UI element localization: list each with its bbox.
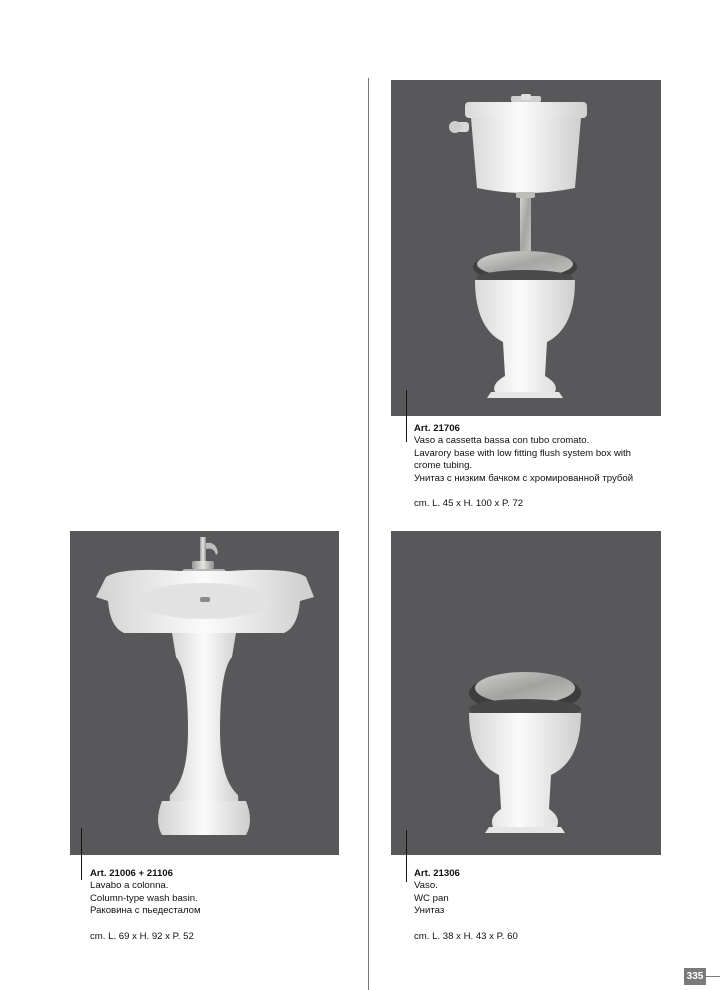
dimensions: cm. L. 69 x H. 92 x P. 52 bbox=[90, 930, 194, 942]
description-en: Column-type wash basin. bbox=[90, 892, 198, 904]
description-ru: Унитаз bbox=[414, 905, 445, 917]
caption-21006-21106 bbox=[90, 868, 201, 943]
dimensions: cm. L. 45 x H. 100 x P. 72 bbox=[414, 498, 524, 510]
caption-21706 bbox=[414, 423, 633, 510]
caption-marker bbox=[81, 828, 82, 880]
dimensions: cm. L. 38 x H. 43 x P. 60 bbox=[414, 930, 518, 942]
description-ru: Раковина с пьедесталом bbox=[90, 905, 201, 917]
article-number: Art. 21706 bbox=[414, 423, 460, 434]
caption-21306 bbox=[414, 868, 518, 943]
page-number-rule bbox=[706, 976, 720, 977]
product-photo-low-cistern-wc bbox=[391, 80, 661, 416]
wc-with-cistern-illustration bbox=[391, 80, 661, 416]
description-en-cont: crome tubing. bbox=[414, 460, 473, 472]
description-en: Lavarory base with low fitting flush system box with bbox=[414, 447, 632, 459]
description-it: Lavabo a colonna. bbox=[90, 880, 169, 892]
description-it: Vaso a cassetta bassa con tubo cromato. bbox=[414, 435, 590, 447]
description-ru: Унитаз с низким бачком с хромированной трубой bbox=[414, 472, 634, 484]
pedestal-basin-illustration bbox=[70, 531, 339, 855]
wc-pan-illustration bbox=[391, 531, 661, 855]
product-photo-pedestal-basin bbox=[70, 531, 339, 855]
description-it: Vaso. bbox=[414, 880, 438, 892]
page-number: 335 bbox=[684, 968, 706, 985]
description-en: WC pan bbox=[414, 892, 449, 904]
caption-marker bbox=[406, 390, 407, 442]
caption-marker bbox=[406, 830, 407, 882]
column-divider bbox=[368, 78, 369, 990]
article-number: Art. 21306 bbox=[414, 868, 460, 879]
article-number: Art. 21006 + 21106 bbox=[90, 868, 173, 879]
product-photo-wc-pan bbox=[391, 531, 661, 855]
